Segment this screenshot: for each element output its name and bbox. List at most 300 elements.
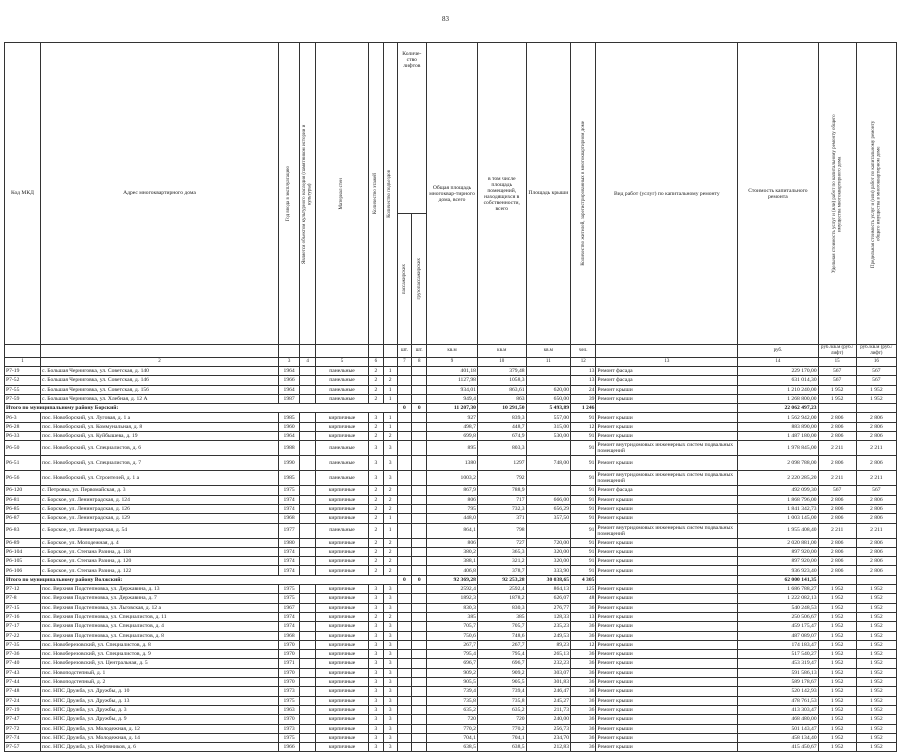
header-lifts-group — [397, 43, 427, 214]
total-area-cell: 635,2 — [427, 705, 478, 714]
header-max-cost: Предельная стоимость услуг и (или) работ по капитальному ремонту общего имущества в многоквартирном доме — [870, 119, 882, 268]
year-cell: 1990 — [279, 456, 300, 471]
premises-area-cell: 788,9 — [477, 486, 526, 495]
floors-cell: 3 — [368, 705, 383, 714]
residents-cell: 12 — [571, 640, 596, 649]
subtotal-row — [5, 404, 897, 413]
lifts-passenger-cell: 0 — [397, 404, 412, 413]
total-area-cell: 704,1 — [427, 733, 478, 742]
lifts-passenger-cell — [397, 743, 412, 752]
table-row — [5, 603, 897, 612]
floors-cell: 3 — [368, 650, 383, 659]
code-cell: Р6-120 — [5, 486, 41, 495]
year-cell: 1973 — [279, 687, 300, 696]
code-cell: Р6-105 — [5, 557, 41, 566]
heritage-cell — [300, 705, 316, 714]
work-type-cell: Ремонт крыши — [596, 504, 738, 513]
heritage-cell — [300, 733, 316, 742]
max-cost-cell: 2 806 — [856, 538, 896, 547]
roof-area-cell: 30 038,65 — [526, 575, 570, 584]
lifts-cargo-cell — [412, 715, 427, 724]
address-cell: с. Борское, ул. Ленинградская, д. 54 — [40, 523, 278, 538]
code-cell: Р6-85 — [5, 504, 41, 513]
roof-area-cell: 276,77 — [526, 603, 570, 612]
premises-area-cell: 748,6 — [477, 631, 526, 640]
premises-area-cell: 10 291,50 — [477, 404, 526, 413]
address-cell: пос. Новоборский, ул. Куйбышева, д. 19 — [40, 432, 278, 441]
heritage-cell — [300, 394, 316, 403]
cost-cell: 174 183,47 — [738, 640, 818, 649]
entrances-cell: 3 — [383, 724, 397, 733]
work-type-cell: Ремонт крыши — [596, 394, 738, 403]
heritage-cell — [300, 640, 316, 649]
unit-cost-cell: 567 — [818, 486, 856, 495]
entrances-cell: 3 — [383, 594, 397, 603]
heritage-cell — [300, 432, 316, 441]
floors-cell: 3 — [368, 471, 383, 486]
entrances-cell: 2 — [383, 432, 397, 441]
premises-area-cell: 705,7 — [477, 622, 526, 631]
premises-area-cell: 803,3 — [477, 441, 526, 456]
floors-cell: 3 — [368, 696, 383, 705]
heritage-cell — [300, 650, 316, 659]
address-cell: с. Борское, ул. Ленинградская, д. 124 — [40, 495, 278, 504]
entrances-cell: 3 — [383, 650, 397, 659]
total-area-cell: 1892,3 — [427, 594, 478, 603]
work-type-cell: Ремонт фасада — [596, 486, 738, 495]
year-cell: 1974 — [279, 566, 300, 575]
cost-cell: 62 000 141,35 — [738, 575, 818, 584]
roof-area-cell: 303,07 — [526, 668, 570, 677]
floors-cell: 3 — [368, 441, 383, 456]
premises-area-cell: 378,7 — [477, 566, 526, 575]
heritage-cell — [300, 538, 316, 547]
work-type-cell: Ремонт внутридомовых инженерных систем подвальных помещений — [596, 471, 738, 486]
premises-area-cell: 905,5 — [477, 678, 526, 687]
total-area-cell: 1003,2 — [427, 471, 478, 486]
work-type-cell: Ремонт крыши — [596, 538, 738, 547]
year-cell: 1975 — [279, 594, 300, 603]
lifts-cargo-cell — [412, 432, 427, 441]
total-area-cell: 795 — [427, 504, 478, 513]
work-type-cell: Ремонт крыши — [596, 495, 738, 504]
code-cell: Р6-3 — [5, 413, 41, 422]
address-cell: пос. Новоподстепный, д. 1 — [40, 668, 278, 677]
entrances-cell: 3 — [383, 631, 397, 640]
residents-cell: 1 246 — [571, 404, 596, 413]
address-cell: с. Борское, ул. Молодежная, д. 4 — [40, 538, 278, 547]
floors-cell: 3 — [368, 724, 383, 733]
heritage-cell — [300, 715, 316, 724]
total-area-cell: 705,7 — [427, 622, 478, 631]
premises-area-cell: 798 — [477, 523, 526, 538]
code-cell: Р7-8 — [5, 594, 41, 603]
material-cell: кирпичные — [316, 733, 369, 742]
total-area-cell: 696,7 — [427, 659, 478, 668]
premises-area-cell: 1878,2 — [477, 594, 526, 603]
total-area-cell: 720 — [427, 715, 478, 724]
unit-cost-cell: 2 211 — [818, 471, 856, 486]
total-area-cell: 92 369,28 — [427, 575, 478, 584]
code-cell: Р7-59 — [5, 394, 41, 403]
entrances-cell: 1 — [383, 385, 397, 394]
premises-area-cell: 385 — [477, 612, 526, 621]
address-cell: пос. Новоборский, ул. Строителей, д. 1 а — [40, 471, 278, 486]
units-row — [5, 345, 897, 358]
unit-cost-cell: 1 952 — [818, 659, 856, 668]
unit-cost-cell: 1 952 — [818, 594, 856, 603]
entrances-cell: 2 — [383, 495, 397, 504]
unit-cost-cell: 1 952 — [818, 603, 856, 612]
residents-cell: 91 — [571, 495, 596, 504]
roof-area-cell — [526, 376, 570, 385]
residents-cell: 91 — [571, 566, 596, 575]
unit-cost-cell: 1 952 — [818, 696, 856, 705]
roof-area-cell: 256,73 — [526, 724, 570, 733]
unit-cost-cell: 2 806 — [818, 413, 856, 422]
material-cell: панельные — [316, 523, 369, 538]
year-cell: 1974 — [279, 547, 300, 556]
total-area-cell: 830,3 — [427, 603, 478, 612]
lifts-cargo-cell — [412, 471, 427, 486]
residents-cell: 36 — [571, 631, 596, 640]
header-lifts-cargo-cell — [412, 214, 427, 345]
work-type-cell: Ремонт крыши — [596, 696, 738, 705]
residents-cell: 91 — [571, 413, 596, 422]
premises-area-cell: 321,2 — [477, 557, 526, 566]
year-cell: 1963 — [279, 705, 300, 714]
lifts-passenger-cell — [397, 432, 412, 441]
residents-cell: 91 — [571, 514, 596, 523]
year-cell: 1970 — [279, 715, 300, 724]
cost-cell: 22 062 497,23 — [738, 404, 818, 413]
header-lifts-passenger-cell — [397, 214, 412, 345]
unit-cost-cell: 1 952 — [818, 724, 856, 733]
code-cell: Р7-36 — [5, 650, 41, 659]
premises-area-cell: 863 — [477, 394, 526, 403]
heritage-cell — [300, 422, 316, 431]
table-row — [5, 631, 897, 640]
header-lifts: Количе-ство лифтов — [402, 51, 422, 70]
max-cost-cell: 567 — [856, 376, 896, 385]
total-area-cell: 380,2 — [427, 547, 478, 556]
code-cell: Р6-106 — [5, 566, 41, 575]
residents-cell: 36 — [571, 724, 596, 733]
table-row — [5, 696, 897, 705]
total-area-cell: 267,7 — [427, 640, 478, 649]
roof-area-cell: 246,47 — [526, 687, 570, 696]
year-cell: 1971 — [279, 659, 300, 668]
cost-cell: 1 978 845,00 — [738, 441, 818, 456]
table-row — [5, 594, 897, 603]
residents-cell: 12 — [571, 422, 596, 431]
column-number: 8 — [412, 358, 427, 367]
unit-cost-cell: 1 952 — [818, 650, 856, 659]
year-cell: 1975 — [279, 585, 300, 594]
residents-cell: 91 — [571, 486, 596, 495]
code-cell: Р6-83 — [5, 523, 41, 538]
material-cell: кирпичные — [316, 603, 369, 612]
cost-cell: 1 868 796,00 — [738, 495, 818, 504]
table-row — [5, 547, 897, 556]
heritage-cell — [300, 504, 316, 513]
max-cost-cell: 1 952 — [856, 705, 896, 714]
total-area-cell: 638,5 — [427, 743, 478, 752]
heritage-cell — [300, 743, 316, 752]
address-cell: пос. НПС Дружба, ул. Молодежная, д. 12 — [40, 724, 278, 733]
total-area-cell: 11 207,30 — [427, 404, 478, 413]
lifts-passenger-cell — [397, 504, 412, 513]
year-cell: 1960 — [279, 422, 300, 431]
material-cell: кирпичные — [316, 538, 369, 547]
total-area-cell: 770,2 — [427, 724, 478, 733]
heritage-cell — [300, 441, 316, 456]
cost-cell: 415 450,67 — [738, 743, 818, 752]
cost-cell: 1 210 240,00 — [738, 385, 818, 394]
premises-area-cell: 638,5 — [477, 743, 526, 752]
heritage-cell — [300, 547, 316, 556]
total-area-cell: 735,8 — [427, 696, 478, 705]
heritage-cell — [300, 385, 316, 394]
residents-cell: 36 — [571, 622, 596, 631]
floors-cell: 3 — [368, 631, 383, 640]
header-work-type: Вид работ (услуг) по капитальному ремонту — [596, 43, 738, 345]
table-row — [5, 367, 897, 376]
work-type-cell: Ремонт крыши — [596, 640, 738, 649]
address-cell: пос. Новоборский, ул. Луговая, д. 1 а — [40, 413, 278, 422]
year-cell: 1968 — [279, 514, 300, 523]
lifts-passenger-cell — [397, 538, 412, 547]
material-cell: кирпичные — [316, 743, 369, 752]
unit-roof-area: кв.м — [526, 345, 570, 358]
work-type-cell: Ремонт крыши — [596, 668, 738, 677]
table-row — [5, 376, 897, 385]
table-row — [5, 678, 897, 687]
material-cell: панельные — [316, 456, 369, 471]
premises-area-cell: 696,7 — [477, 659, 526, 668]
floors-cell: 3 — [368, 585, 383, 594]
lifts-cargo-cell — [412, 594, 427, 603]
max-cost-cell: 1 952 — [856, 687, 896, 696]
floors-cell: 2 — [368, 495, 383, 504]
max-cost-cell: 2 806 — [856, 557, 896, 566]
material-cell: кирпичные — [316, 696, 369, 705]
lifts-passenger-cell — [397, 367, 412, 376]
residents-cell: 13 — [571, 367, 596, 376]
material-cell: кирпичные — [316, 432, 369, 441]
max-cost-cell: 2 211 — [856, 471, 896, 486]
address-cell: с. Борское, ул. Ленинградская, д. 126 — [40, 504, 278, 513]
floors-cell: 3 — [368, 687, 383, 696]
entrances-cell: 3 — [383, 696, 397, 705]
unit-cost-cell: 2 806 — [818, 557, 856, 566]
lifts-cargo-cell — [412, 523, 427, 538]
roof-area-cell: 320,00 — [526, 557, 570, 566]
residents-cell: 91 — [571, 432, 596, 441]
entrances-cell: 3 — [383, 659, 397, 668]
column-number: 11 — [526, 358, 570, 367]
column-number: 12 — [571, 358, 596, 367]
max-cost-cell: 2 211 — [856, 523, 896, 538]
residents-cell: 36 — [571, 687, 596, 696]
unit-cost-cell: 1 952 — [818, 631, 856, 640]
residents-cell: 91 — [571, 504, 596, 513]
floors-cell: 3 — [368, 733, 383, 742]
material-cell: кирпичные — [316, 495, 369, 504]
premises-area-cell: 727 — [477, 538, 526, 547]
premises-area-cell: 732,3 — [477, 504, 526, 513]
heritage-cell — [300, 566, 316, 575]
material-cell: кирпичные — [316, 594, 369, 603]
table-row — [5, 659, 897, 668]
address-cell: с. Большая Черниговка, ул. Советская, д. 140 — [40, 367, 278, 376]
year-cell: 1974 — [279, 504, 300, 513]
material-cell: кирпичные — [316, 650, 369, 659]
floors-cell: 2 — [368, 486, 383, 495]
roof-area-cell: 240,00 — [526, 715, 570, 724]
table-row — [5, 422, 897, 431]
code-cell: Р7-16 — [5, 612, 41, 621]
material-cell: кирпичные — [316, 687, 369, 696]
code-cell: Р7-19 — [5, 367, 41, 376]
work-type-cell: Ремонт крыши — [596, 631, 738, 640]
lifts-cargo-cell — [412, 603, 427, 612]
roof-area-cell: 212,83 — [526, 743, 570, 752]
unit-cost: руб. — [738, 345, 818, 358]
cost-cell: 229 170,00 — [738, 367, 818, 376]
cost-cell: 487 089,07 — [738, 631, 818, 640]
work-type-cell: Ремонт фасада — [596, 376, 738, 385]
roof-area-cell: 234,70 — [526, 733, 570, 742]
unit-cost-cell: 1 952 — [818, 585, 856, 594]
address-cell: пос. НПС Дружба, ул. Дружбы, д. 13 — [40, 696, 278, 705]
column-number: 1 — [5, 358, 41, 367]
header-total-area: Общая площадь многоквар-тирного дома, всего — [427, 43, 478, 345]
unit-cost-cell: 2 806 — [818, 432, 856, 441]
max-cost-cell: 2 211 — [856, 441, 896, 456]
residents-cell: 4 305 — [571, 575, 596, 584]
lifts-passenger-cell — [397, 413, 412, 422]
cost-cell: 2 220 285,20 — [738, 471, 818, 486]
lifts-passenger-cell — [397, 557, 412, 566]
max-cost-cell: 1 952 — [856, 678, 896, 687]
material-cell: кирпичные — [316, 514, 369, 523]
subtotal-row — [5, 575, 897, 584]
residents-cell: 36 — [571, 659, 596, 668]
address-cell: пос. НПС Дружба, ул. Дружбы, д. 9 — [40, 715, 278, 724]
premises-area-cell: 1058,3 — [477, 376, 526, 385]
material-cell: кирпичные — [316, 566, 369, 575]
year-cell: 1974 — [279, 622, 300, 631]
max-cost-cell: 1 952 — [856, 724, 896, 733]
table-row — [5, 523, 897, 538]
table-row — [5, 456, 897, 471]
lifts-cargo-cell — [412, 394, 427, 403]
premises-area-cell: 795,4 — [477, 650, 526, 659]
heritage-cell — [300, 413, 316, 422]
total-area-cell: 401,18 — [427, 367, 478, 376]
max-cost-cell — [856, 575, 896, 584]
table-row — [5, 441, 897, 456]
unit-lift-passenger: шт. — [397, 345, 412, 358]
code-cell: Р6-51 — [5, 456, 41, 471]
entrances-cell: 3 — [383, 715, 397, 724]
year-cell: 1973 — [279, 724, 300, 733]
lifts-cargo-cell — [412, 385, 427, 394]
lifts-cargo-cell — [412, 743, 427, 752]
header-row — [5, 43, 897, 214]
heritage-cell — [300, 585, 316, 594]
unit-total-area: кв.м — [427, 345, 478, 358]
total-area-cell: 867,9 — [427, 486, 478, 495]
residents-cell: 125 — [571, 585, 596, 594]
year-cell: 1967 — [279, 603, 300, 612]
year-cell: 1975 — [279, 486, 300, 495]
cost-cell: 1 562 942,00 — [738, 413, 818, 422]
address-cell: с. Борское, ул. Степана Разина, д. 118 — [40, 547, 278, 556]
code-cell: Р7-40 — [5, 659, 41, 668]
entrances-cell: 3 — [383, 668, 397, 677]
max-cost-cell: 1 952 — [856, 668, 896, 677]
cost-cell: 591 586,13 — [738, 668, 818, 677]
table-row — [5, 733, 897, 742]
unit-cost-cell: 1 952 — [818, 394, 856, 403]
column-number: 13 — [596, 358, 738, 367]
residents-cell: 48 — [571, 594, 596, 603]
table-row — [5, 743, 897, 752]
material-cell: панельные — [316, 394, 369, 403]
lifts-passenger-cell — [397, 678, 412, 687]
roof-area-cell: 301,83 — [526, 678, 570, 687]
roof-area-cell: 265,13 — [526, 650, 570, 659]
code-cell: Р7-47 — [5, 715, 41, 724]
unit-cost-cell: 2 211 — [818, 523, 856, 538]
max-cost-cell: 2 806 — [856, 566, 896, 575]
floors-cell: 2 — [368, 385, 383, 394]
entrances-cell: 1 — [383, 394, 397, 403]
unit-cost-cell: 1 952 — [818, 678, 856, 687]
residents-cell: 36 — [571, 678, 596, 687]
roof-area-cell: 656,29 — [526, 504, 570, 513]
address-cell: с. Петровка, ул. Первомайская, д. 3 — [40, 486, 278, 495]
cost-cell: 478 761,53 — [738, 696, 818, 705]
total-area-cell: 2592,4 — [427, 585, 478, 594]
address-cell: пос. Новоборский, ул. Коммунальная, д. 8 — [40, 422, 278, 431]
lifts-passenger-cell — [397, 471, 412, 486]
lifts-passenger-cell — [397, 495, 412, 504]
header-heritage: Является объектом культурного наследия (памятником истории и культуры) — [302, 123, 313, 264]
material-cell: кирпичные — [316, 640, 369, 649]
max-cost-cell: 1 952 — [856, 733, 896, 742]
work-type-cell: Ремонт крыши — [596, 566, 738, 575]
cost-cell: 897 920,00 — [738, 557, 818, 566]
residents-cell: 36 — [571, 603, 596, 612]
column-number-row — [5, 358, 897, 367]
entrances-cell: 1 — [383, 523, 397, 538]
work-type-cell: Ремонт крыши — [596, 622, 738, 631]
address-cell: пос. НПС Дружба, ул. Дружбы, д. 10 — [40, 687, 278, 696]
material-cell: панельные — [316, 376, 369, 385]
address-cell: пос. Верхняя Подстепновка, ул. Льговская, д. 12 а — [40, 603, 278, 612]
heritage-cell — [300, 471, 316, 486]
heritage-cell — [300, 724, 316, 733]
year-cell: 1970 — [279, 640, 300, 649]
material-cell: кирпичные — [316, 622, 369, 631]
floors-cell: 3 — [368, 743, 383, 752]
premises-area-cell: 2592,4 — [477, 585, 526, 594]
max-cost-cell: 1 952 — [856, 603, 896, 612]
work-type-cell: Ремонт крыши — [596, 650, 738, 659]
